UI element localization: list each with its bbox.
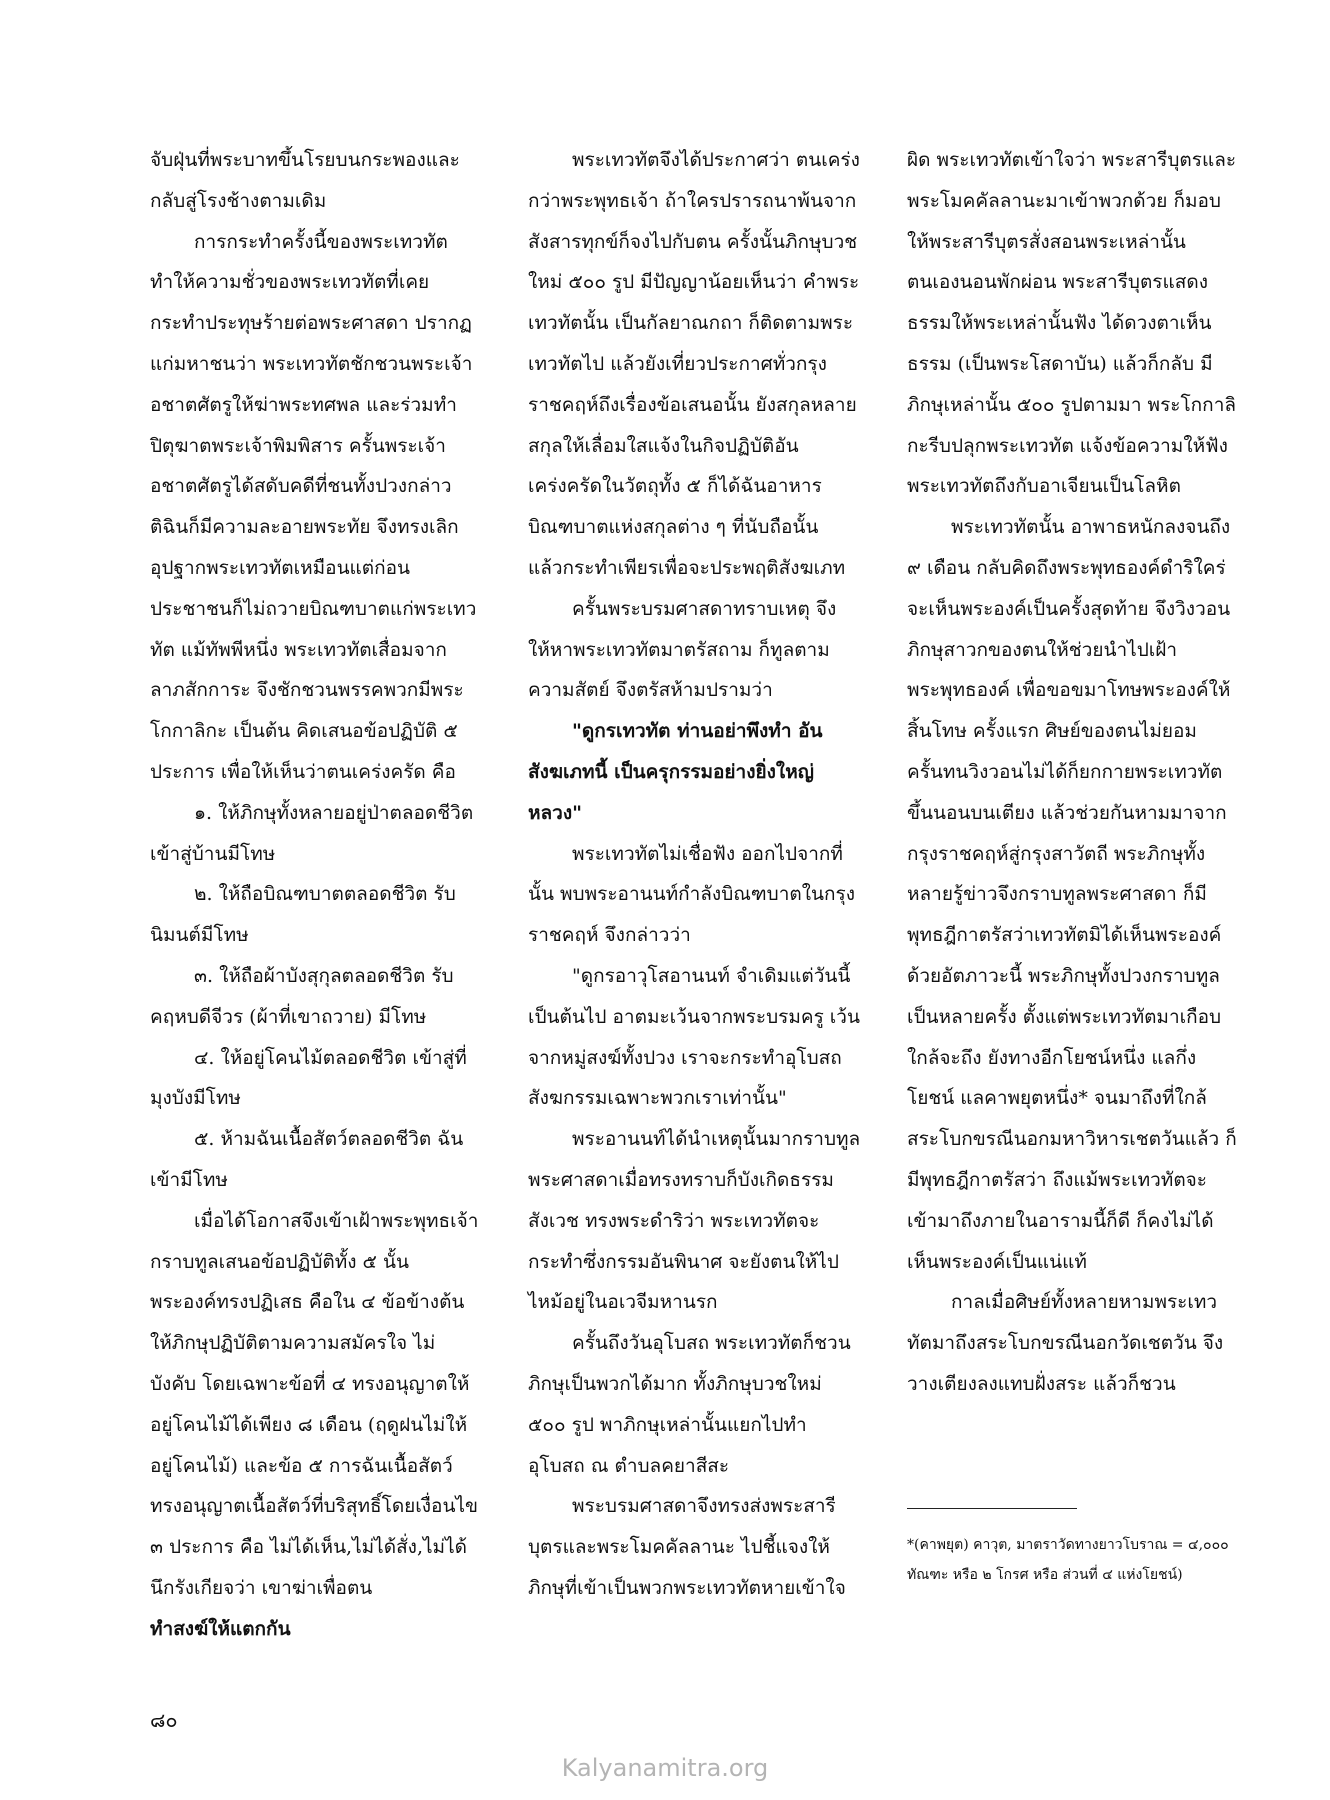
paragraph: ๒. ให้ถือบิณฑบาตตลอดชีวิต รับนิมนต์มีโทษ bbox=[150, 883, 456, 947]
paragraph: ๕. ห้ามฉันเนื้อสัตว์ตลอดชีวิต ฉันเข้ามีโทษ bbox=[150, 1128, 464, 1191]
paragraph: เมื่อได้โอกาสจึงเข้าเฝ้าพระพุทธเจ้า กราบทูลเสนอข้อปฏิบัติทั้ง ๕ นั้น พระองค์ทรงปฏิเสธ คือใน ๔ ข้อข้างต้น ให้ภิกษุปฏิบัติตามความสมัครใจ ไม่บังคับ โดยเฉพาะข้อที่ ๔ ทรงอนุญาตให้อยู่โคนไม้ได้เพียง ๘ เดือน (ฤดูฝนไม่ให้อยู่โคนไม้) และข้อ ๕ การฉันเนื้อสัตว์ ทรงอนุญาตเนื้อสัตว์ที่บริสุทธิ์โดยเงื่อนไข ๓ ประการ คือ ไม่ได้เห็น,ไม่ได้สั่ง,ไม่ได้นึกรังเกียจว่า เขาฆ่าเพื่อตน bbox=[150, 1209, 479, 1599]
paragraph: "ดูกรเทวทัต ท่านอย่าพึงทำ อันสังฆเภทนี้ เป็นครุกรรมอย่างยิ่งใหญ่หลวง" bbox=[528, 720, 823, 824]
text-column-middle bbox=[528, 140, 863, 1609]
paragraph: การกระทำครั้งนี้ของพระเทวทัตทำให้ความชั่วของพระเทวทัตที่เคยกระทำประทุษร้ายต่อพระศาสดา ปรากฏแก่มหาชนว่า พระเทวทัตชักชวนพระเจ้าอชาตศัตรูให้ฆ่าพระทศพล และร่วมทำปิตุฆาตพระเจ้าพิมพิสาร ครั้นพระเจ้าอชาตศัตรูได้สดับคดีที่ชนทั้งปวงกล่าวติฉินก็มีความละอายพระทัย จึงทรงเลิกอุปฐากพระเทวทัตเหมือนแต่ก่อน ประชาชนก็ไม่ถวายบิณฑบาตแก่พระเทวทัต แม้ทัพพีหนึ่ง พระเทวทัตเสื่อมจากลาภสักการะ จึงชักชวนพรรคพวกมีพระโกกาลิกะ เป็นต้น คิดเสนอข้อปฏิบัติ ๕ ประการ เพื่อให้เห็นว่าตนเคร่งครัด คือ bbox=[150, 230, 477, 783]
footnote bbox=[907, 1530, 1237, 1590]
paragraph: ๔. ให้อยู่โคนไม้ตลอดชีวิต เข้าสู่ที่มุงบังมีโทษ bbox=[150, 1046, 467, 1110]
paragraph: จับฝุ่นที่พระบาทขึ้นโรยบนกระพองและกลับสู่โรงช้างตามเดิม bbox=[150, 149, 460, 212]
paragraph: ทำสงฆ์ให้แตกกัน bbox=[150, 1617, 291, 1640]
paragraph: พระบรมศาสดาจึงทรงส่งพระสารีบุตรและพระโมคคัลลานะ ไปชี้แจงให้ภิกษุที่เข้าเป็นพวกพระเทวทัตหายเข้าใจ bbox=[528, 1495, 846, 1599]
paragraph: พระอานนท์ได้นำเหตุนั้นมากราบทูล พระศาสดาเมื่อทรงทราบก็บังเกิดธรรมสังเวช ทรงพระดำริว่า พระเทวทัตจะกระทำซึ่งกรรมอันพินาศ จะยังตนให้ไปไหม้อยู่ในอเวจีมหานรก bbox=[528, 1128, 861, 1314]
page-number: ๘๐ bbox=[150, 1708, 178, 1732]
text-column-left bbox=[150, 140, 480, 1649]
paragraph: พระเทวทัตนั้น อาพาธหนักลงจนถึง ๙ เดือน กลับคิดถึงพระพุทธองค์ดำริใคร่จะเห็นพระองค์เป็นครั้งสุดท้าย จึงวิงวอนภิกษุสาวกของตนให้ช่วยนำไปเฝ้าพระพุทธองค์ เพื่อขอขมาโทษพระองค์ให้สิ้นโทษ ครั้งแรก ศิษย์ของตนไม่ยอม ครั้นทนวิงวอนไม่ได้ก็ยกกายพระเทวทัตขึ้นนอนบนเตียง แล้วช่วยกันหามมาจากกรุงราชคฤห์สู่กรุงสาวัตถี พระภิกษุทั้งหลายรู้ข่าวจึงกราบทูลพระศาสดา ก็มีพุทธฎีกาตรัสว่าเทวทัตมิได้เห็นพระองค์ด้วยอัตภาวะนี้ พระภิกษุทั้งปวงกราบทูลเป็นหลายครั้ง ตั้งแต่พระเทวทัตมาเกือบใกล้จะถึง ยังทางอีกโยชน์หนึ่ง แลกึ่งโยชน์ แลคาพยุตหนึ่ง* จนมาถึงที่ใกล้สระโบกขรณีนอกมหาวิหารเชตวันแล้ว ก็มีพุทธฎีกาตรัสว่า ถึงแม้พระเทวทัตจะเข้ามาถึงภายในอารามนี้ก็ดี ก็คงไม่ได้เห็นพระองค์เป็นแน่แท้ bbox=[907, 516, 1237, 1273]
paragraph: ๓. ให้ถือผ้าบังสุกุลตลอดชีวิต รับคฤหบดีจีวร (ผ้าที่เขาถวาย) มีโทษ bbox=[150, 964, 454, 1028]
footnote-text: *(คาพยุต) คาวุต, มาตราวัดทางยาวโบราณ = ๔,๐๐๐ ทัณฑะ หรือ ๒ โกรศ หรือ ส่วนที่ ๔ แห่งโยชน์) bbox=[907, 1537, 1229, 1583]
paragraph: ครั้นถึงวันอุโบสถ พระเทวทัตก็ชวนภิกษุเป็นพวกได้มาก ทั้งภิกษุบวชใหม่ ๕๐๐ รูป พาภิกษุเหล่านั้นแยกไปทำอุโบสถ ณ ตำบลคยาสีสะ bbox=[528, 1332, 851, 1477]
footnote-rule bbox=[907, 1508, 1077, 1509]
paragraph: ผิด พระเทวทัตเข้าใจว่า พระสารีบุตรและพระโมคคัลลานะมาเข้าพวกด้วย ก็มอบให้พระสารีบุตรสั่งสอนพระเหล่านั้น ตนเองนอนพักผ่อน พระสารีบุตรแสดงธรรมให้พระเหล่านั้นฟัง ได้ดวงตาเห็นธรรม (เป็นพระโสดาบัน) แล้วก็กลับ มีภิกษุเหล่านั้น ๕๐๐ รูปตามมา พระโกกาลิกะรีบปลุกพระเทวทัต แจ้งข้อความให้ฟัง พระเทวทัตถึงกับอาเจียนเป็นโลหิต bbox=[907, 149, 1237, 498]
paragraph: กาลเมื่อศิษย์ทั้งหลายหามพระเทวทัตมาถึงสระโบกขรณีนอกวัดเชตวัน จึงวางเตียงลงแทบฝั่งสระ แล้วก็ชวน bbox=[907, 1291, 1224, 1395]
watermark: Kalyanamitra.org bbox=[561, 1754, 769, 1782]
text-column-right bbox=[907, 140, 1237, 1405]
paragraph: ๑. ให้ภิกษุทั้งหลายอยู่ป่าตลอดชีวิต เข้าสู่บ้านมีโทษ bbox=[150, 801, 474, 865]
paragraph: "ดูกรอาวุโสอานนท์ จำเดิมแต่วันนี้เป็นต้นไป อาตมะเว้นจากพระบรมครู เว้นจากหมู่สงฆ์ทั้งปวง เราจะกระทำอุโบสถสังฆกรรมเฉพาะพวกเราเท่านั้น" bbox=[528, 964, 860, 1110]
paragraph: ครั้นพระบรมศาสดาทราบเหตุ จึงให้หาพระเทวทัตมาตรัสถาม ก็ทูลตามความสัตย์ จึงตรัสห้ามปรามว่า bbox=[528, 597, 837, 702]
paragraph: พระเทวทัตจึงได้ประกาศว่า ตนเคร่งกว่าพระพุทธเจ้า ถ้าใครปรารถนาพ้นจากสังสารทุกข์ก็จงไปกับตน ครั้งนั้นภิกษุบวชใหม่ ๕๐๐ รูป มีปัญญาน้อยเห็นว่า คำพระเทวทัตนั้น เป็นกัลยาณกถา ก็ติดตามพระเทวทัตไป แล้วยังเที่ยวประกาศทั่วกรุงราชคฤห์ถึงเรื่องข้อเสนอนั้น ยังสกุลหลายสกุลให้เลื่อมใสแจ้งในกิจปฏิบัติอันเคร่งครัดในวัตถุทั้ง ๕ ก็ได้ฉันอาหารบิณฑบาตแห่งสกุลต่าง ๆ ที่นับถือนั้น แล้วกระทำเพียรเพื่อจะประพฤติสังฆเภท bbox=[528, 149, 860, 579]
paragraph: พระเทวทัตไม่เชื่อฟัง ออกไปจากที่นั้น พบพระอานนท์กำลังบิณฑบาตในกรุงราชคฤห์ จึงกล่าวว่า bbox=[528, 842, 855, 947]
